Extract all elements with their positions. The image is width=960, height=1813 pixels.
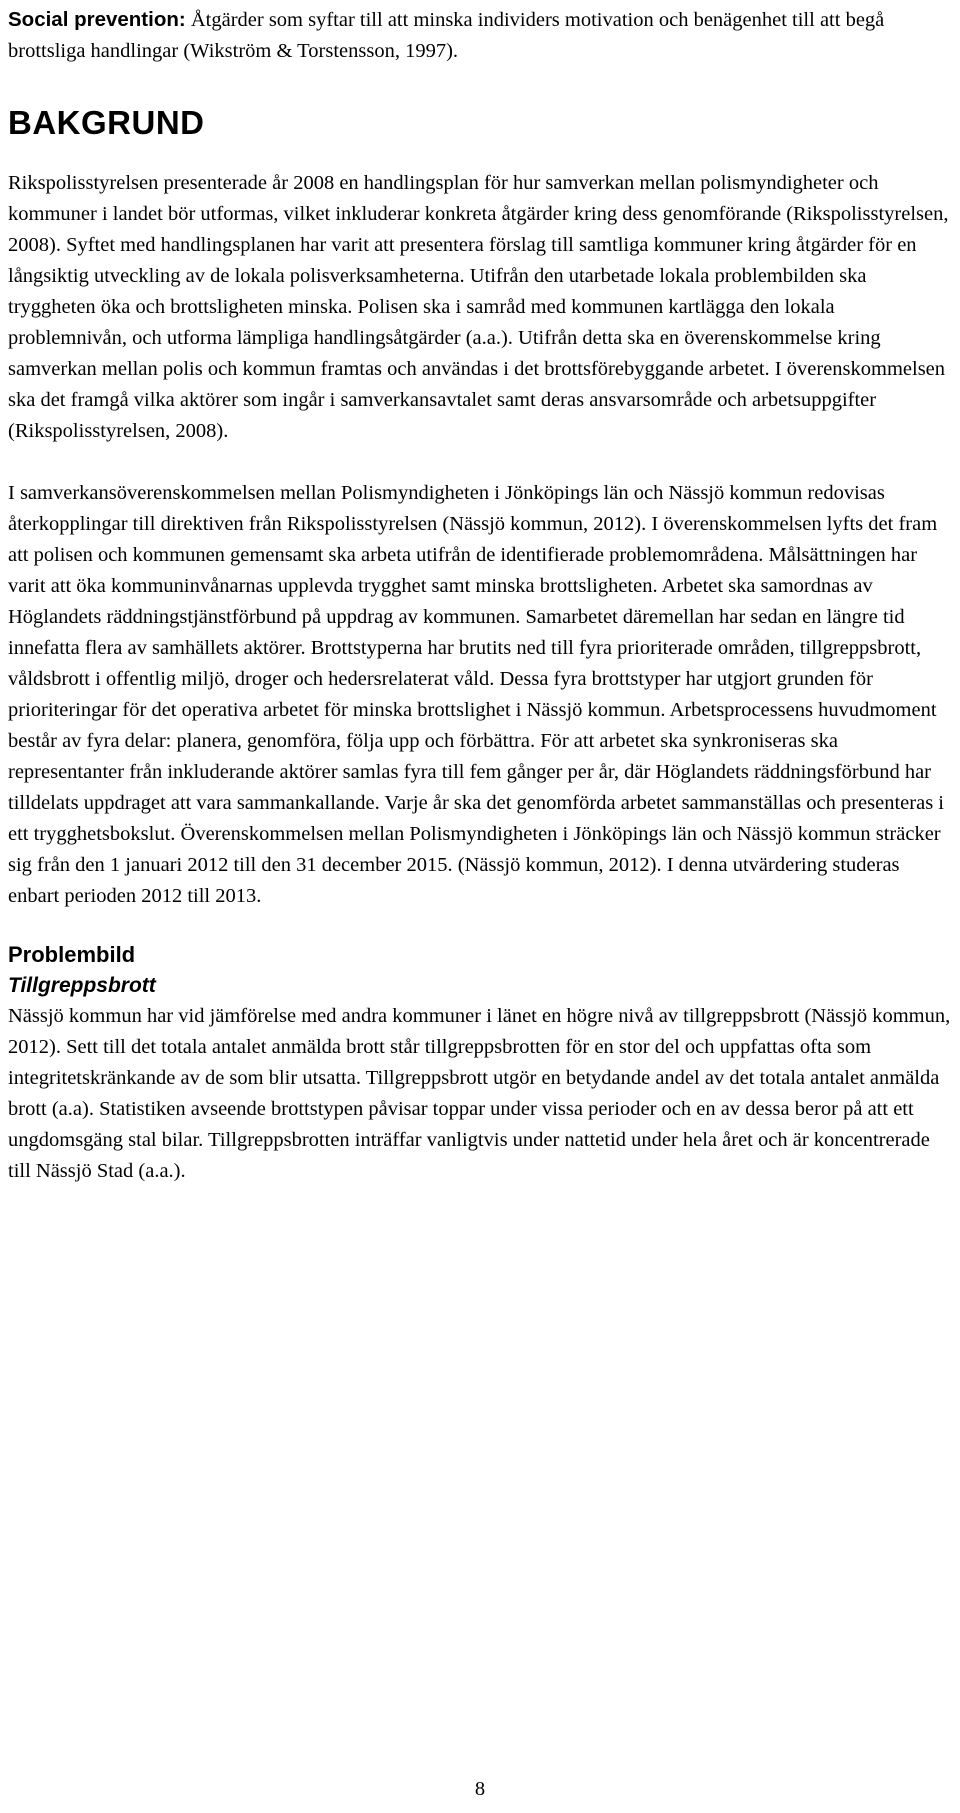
paragraph-samverkan: I samverkansöverenskommelsen mellan Polismyndigheten i Jönköpings län och Nässjö kommun redovisas återkopplingar till direktiven från Rikspolisstyrelsen (Nässjö kommun, 2012). I överenskommelsen lyfts det fram att polisen och kommunen gemensamt ska arbeta utifrån de identifierade problemområdena. Målsättningen har varit att öka kommuninvånarnas upplevda trygghet samt minska brottsligheten. Arbetet ska samordnas av Höglandets räddningstjänstförbund på uppdrag av kommunen. Samarbetet däremellan har sedan en längre tid innefatta flera av samhällets aktörer. Brottstyperna har brutits ned till fyra prioriterade områden, tillgreppsbrott, våldsbrott i offentlig miljö, droger och hedersrelaterat våld. Dessa fyra brottstyper har utgjort grunden för prioriteringar för det operativa arbetet för minska brottslighet i Nässjö kommun. Arbetsprocessens huvudmoment består av fyra delar: planera, genomföra, följa upp och förbättra. För att arbetet ska synkroniseras ska representanter från inkluderande aktörer samlas fyra till fem gånger per år, där Höglandets räddningsförbund har tilldelats uppdraget att vara sammankallande. Varje år ska det genomförda arbetet sammanställas och presenteras i ett trygghetsbokslut. Överenskommelsen mellan Polismyndigheten i Jönköpings län och Nässjö kommun sträcker sig från den 1 januari 2012 till den 31 december 2015. (Nässjö kommun, 2012). I denna utvärdering studeras enbart perioden 2012 till 2013. (8, 482, 945, 907)
section-heading-bakgrund: BAKGRUND (8, 104, 205, 141)
document-page (8, 0, 952, 1187)
subheading-tillgreppsbrott: Tillgreppsbrott (8, 974, 156, 997)
page-number: 8 (474, 1778, 486, 1800)
definition-text: Åtgärder som syftar till att minska individers motivation och benägenhet till att begå brottsliga handlingar (Wikström & Torstensson, 1997). (8, 9, 885, 62)
definition-term: Social prevention: (8, 8, 186, 31)
paragraph-handlingsplan: Rikspolisstyrelsen presenterade år 2008 en handlingsplan för hur samverkan mellan polismyndigheter och kommuner i landet bör utformas, vilket inkluderar konkreta åtgärder kring dess genomförande (Rikspolisstyrelsen, 2008). Syftet med handlingsplanen har varit att presentera förslag till samtliga kommuner kring åtgärder för en långsiktig utveckling av de lokala polisverksamheterna. Utifrån den utarbetade lokala problembilden ska tryggheten öka och brottsligheten minska. Polisen ska i samråd med kommunen kartlägga den lokala problemnivån, och utforma lämpliga handlingsåtgärder (a.a.). Utifrån detta ska en överenskommelse kring samverkan mellan polis och kommun framtas och användas i det brottsförebyggande arbetet. I överenskommelsen ska det framgå vilka aktörer som ingår i samverkansavtalet samt deras ansvarsområde och arbetsuppgifter (Rikspolisstyrelsen, 2008). (8, 172, 949, 442)
section-heading-problembild: Problembild (8, 942, 136, 967)
intro-definition (8, 4, 952, 67)
paragraph-tillgreppsbrott: Nässjö kommun har vid jämförelse med andra kommuner i länet en högre nivå av tillgreppsbrott (Nässjö kommun, 2012). Sett till det totala antalet anmälda brott står tillgreppsbrotten för en stor del och uppfattas ofta som integritetskränkande av de som blir utsatta. Tillgreppsbrott utgör en betydande andel av det totala antalet anmälda brott (a.a). Statistiken avseende brottstypen påvisar toppar under vissa perioder och en av dessa beror på att ett ungdomsgäng stal bilar. Tillgreppsbrotten inträffar vanligtvis under nattetid under hela året och är koncentrerade till Nässjö Stad (a.a.). (8, 1005, 951, 1182)
